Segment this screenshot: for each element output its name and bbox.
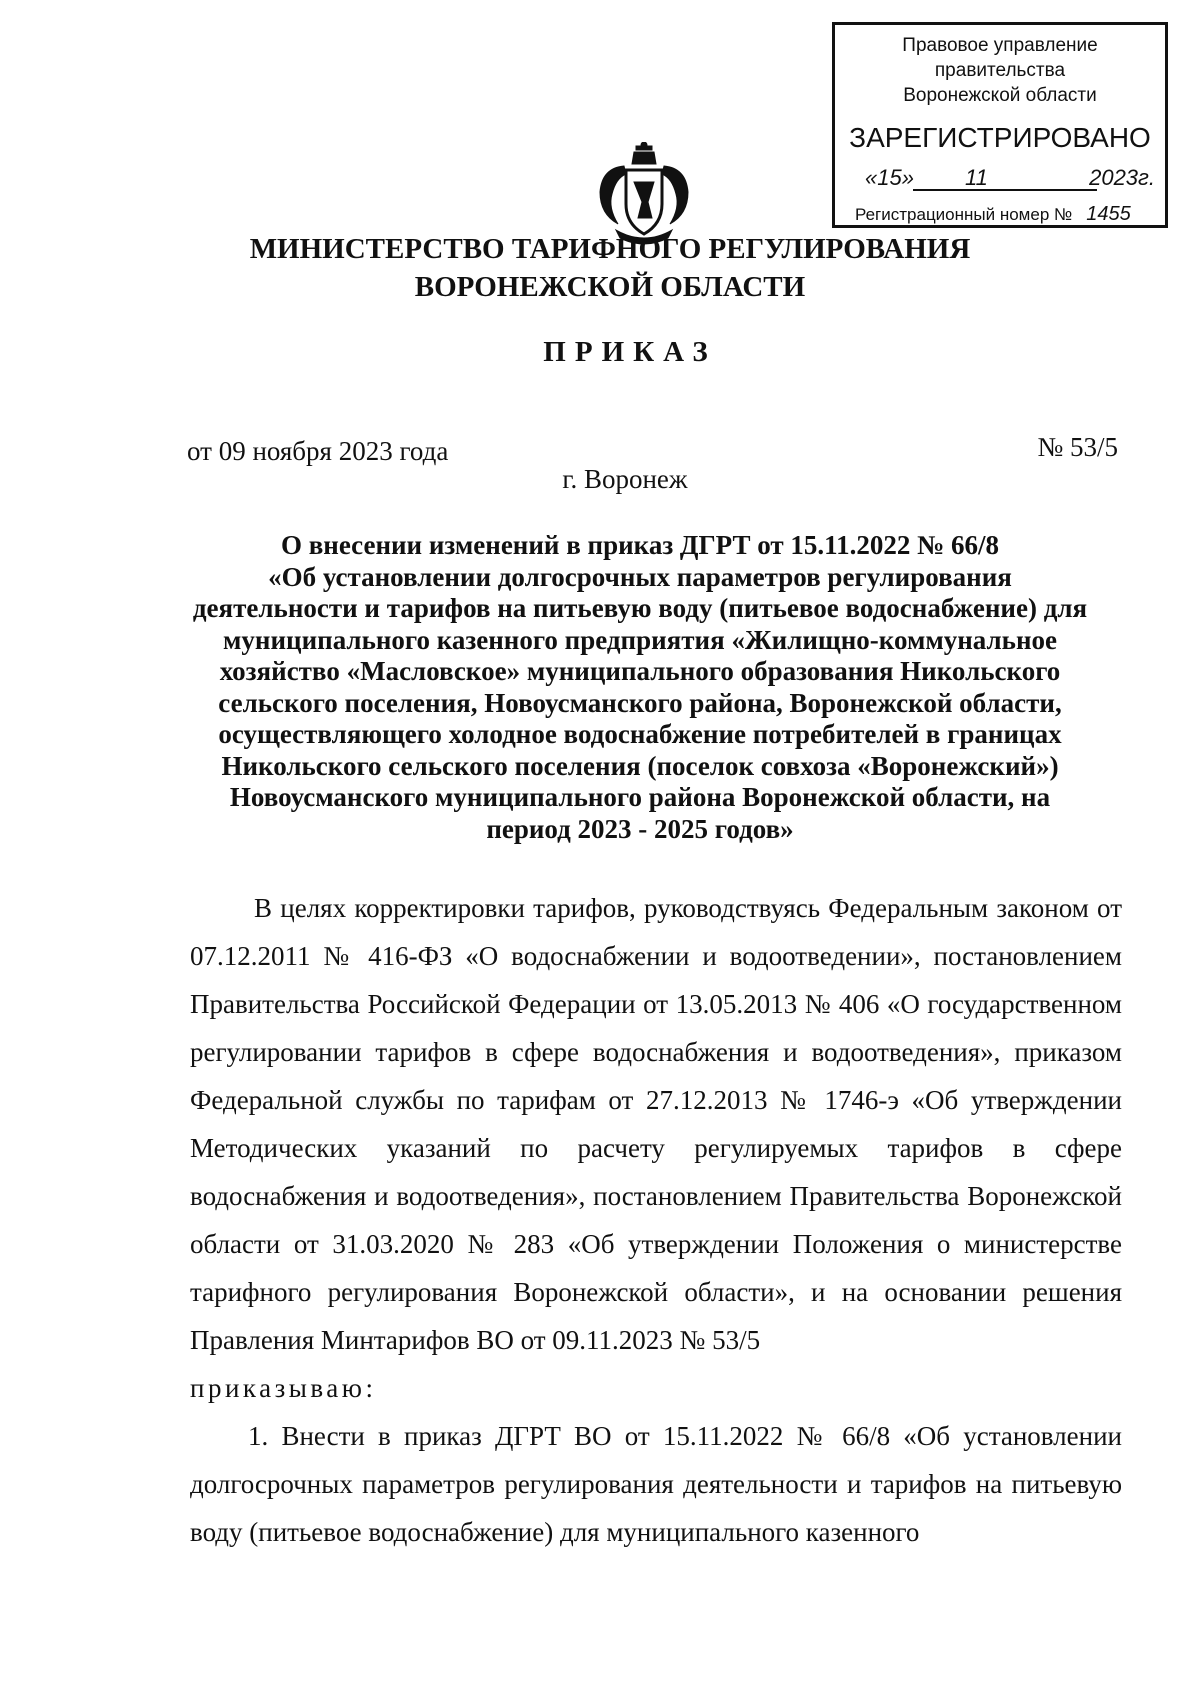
stamp-status: ЗАРЕГИСТРИРОВАНО <box>849 122 1151 153</box>
stamp-org-line2: Воронежской области <box>903 85 1097 106</box>
order-title <box>170 530 1110 845</box>
title-line: «Об установлении долгосрочных параметров регулирования <box>268 561 1012 592</box>
order-word: приказываю: <box>190 1373 377 1403</box>
title-line: хозяйство «Масловское» муниципального образования Никольского <box>219 656 1061 686</box>
stamp-reg-label: Регистрационный номер № <box>855 205 1073 224</box>
order-city: г. Воронеж <box>562 464 688 494</box>
ministry-name <box>160 230 1060 306</box>
stamp-date <box>865 165 1155 195</box>
stamp-reg-number-row <box>855 203 1139 226</box>
title-line: деятельности и тарифов на питьевую воду (питьевое водоснабжение) для <box>192 593 1088 623</box>
title-line: Никольского сельского поселения (поселок совхоза «Воронежский») <box>221 750 1059 781</box>
preamble-paragraph: В целях корректировки тарифов, руководствуясь Федеральным законом от 07.12.2011 № 416-ФЗ «О водоснабжении и водоотведении», постановлением Правительства Российской Федерации от 13.05.2013 № 406 «О государственном регулировании тарифов в сфере водоснабжения и водоотведения», приказом Федеральной службы по тарифам от 27.12.2013 № 1746-э «Об утверждении Методических указаний по расчету регулируемых тарифов в сфере водоснабжения и водоотведения», постановлением Правительства Воронежской области от 31.03.2020 № 283 «Об утверждении Положения о министерстве тарифного регулирования Воронежской области», и на основании решения Правления Минтарифов ВО от 09.11.2023 № 53/5 <box>190 893 1122 1355</box>
order-body <box>190 884 1122 1556</box>
registration-stamp <box>832 22 1168 228</box>
ministry-line2: ВОРОНЕЖСКОЙ ОБЛАСТИ <box>414 271 806 303</box>
stamp-month: 11 <box>965 165 988 190</box>
stamp-year: 2023г. <box>1089 165 1155 190</box>
title-line: О внесении изменений в приказ ДГРТ от 15.11.2022 № 66/8 <box>280 530 1000 560</box>
document-type: ПРИКАЗ <box>543 336 717 368</box>
stamp-reg-number: 1455 <box>1078 203 1139 227</box>
order-number: № 53/5 <box>1037 432 1118 462</box>
title-line: Новоусманского муниципального района Воронежской области, на <box>229 782 1051 812</box>
title-line: муниципального казенного предприятия «Жилищно-коммунальное <box>223 624 1057 655</box>
stamp-organization <box>835 33 1165 108</box>
ministry-line1: МИНИСТЕРСТВО ТАРИФНОГО РЕГУЛИРОВАНИЯ <box>249 233 971 265</box>
title-line: период 2023 - 2025 годов» <box>486 813 794 844</box>
order-item-1: 1. Внести в приказ ДГРТ ВО от 15.11.2022 № 66/8 «Об установлении долгосрочных параметров регулирования деятельности и тарифов на питьевую воду (питьевое водоснабжение) для муниципального казенного <box>190 1421 1122 1547</box>
title-line: сельского поселения, Новоусманского района, Воронежской области, <box>218 687 1062 718</box>
stamp-day: «15» <box>865 165 914 190</box>
stamp-date-line <box>913 189 1097 191</box>
order-date: от 09 ноября 2023 года <box>187 436 449 466</box>
title-line: осуществляющего холодное водоснабжение потребителей в границах <box>218 719 1062 749</box>
stamp-org-line1: Правовое управление правительства <box>902 35 1098 81</box>
